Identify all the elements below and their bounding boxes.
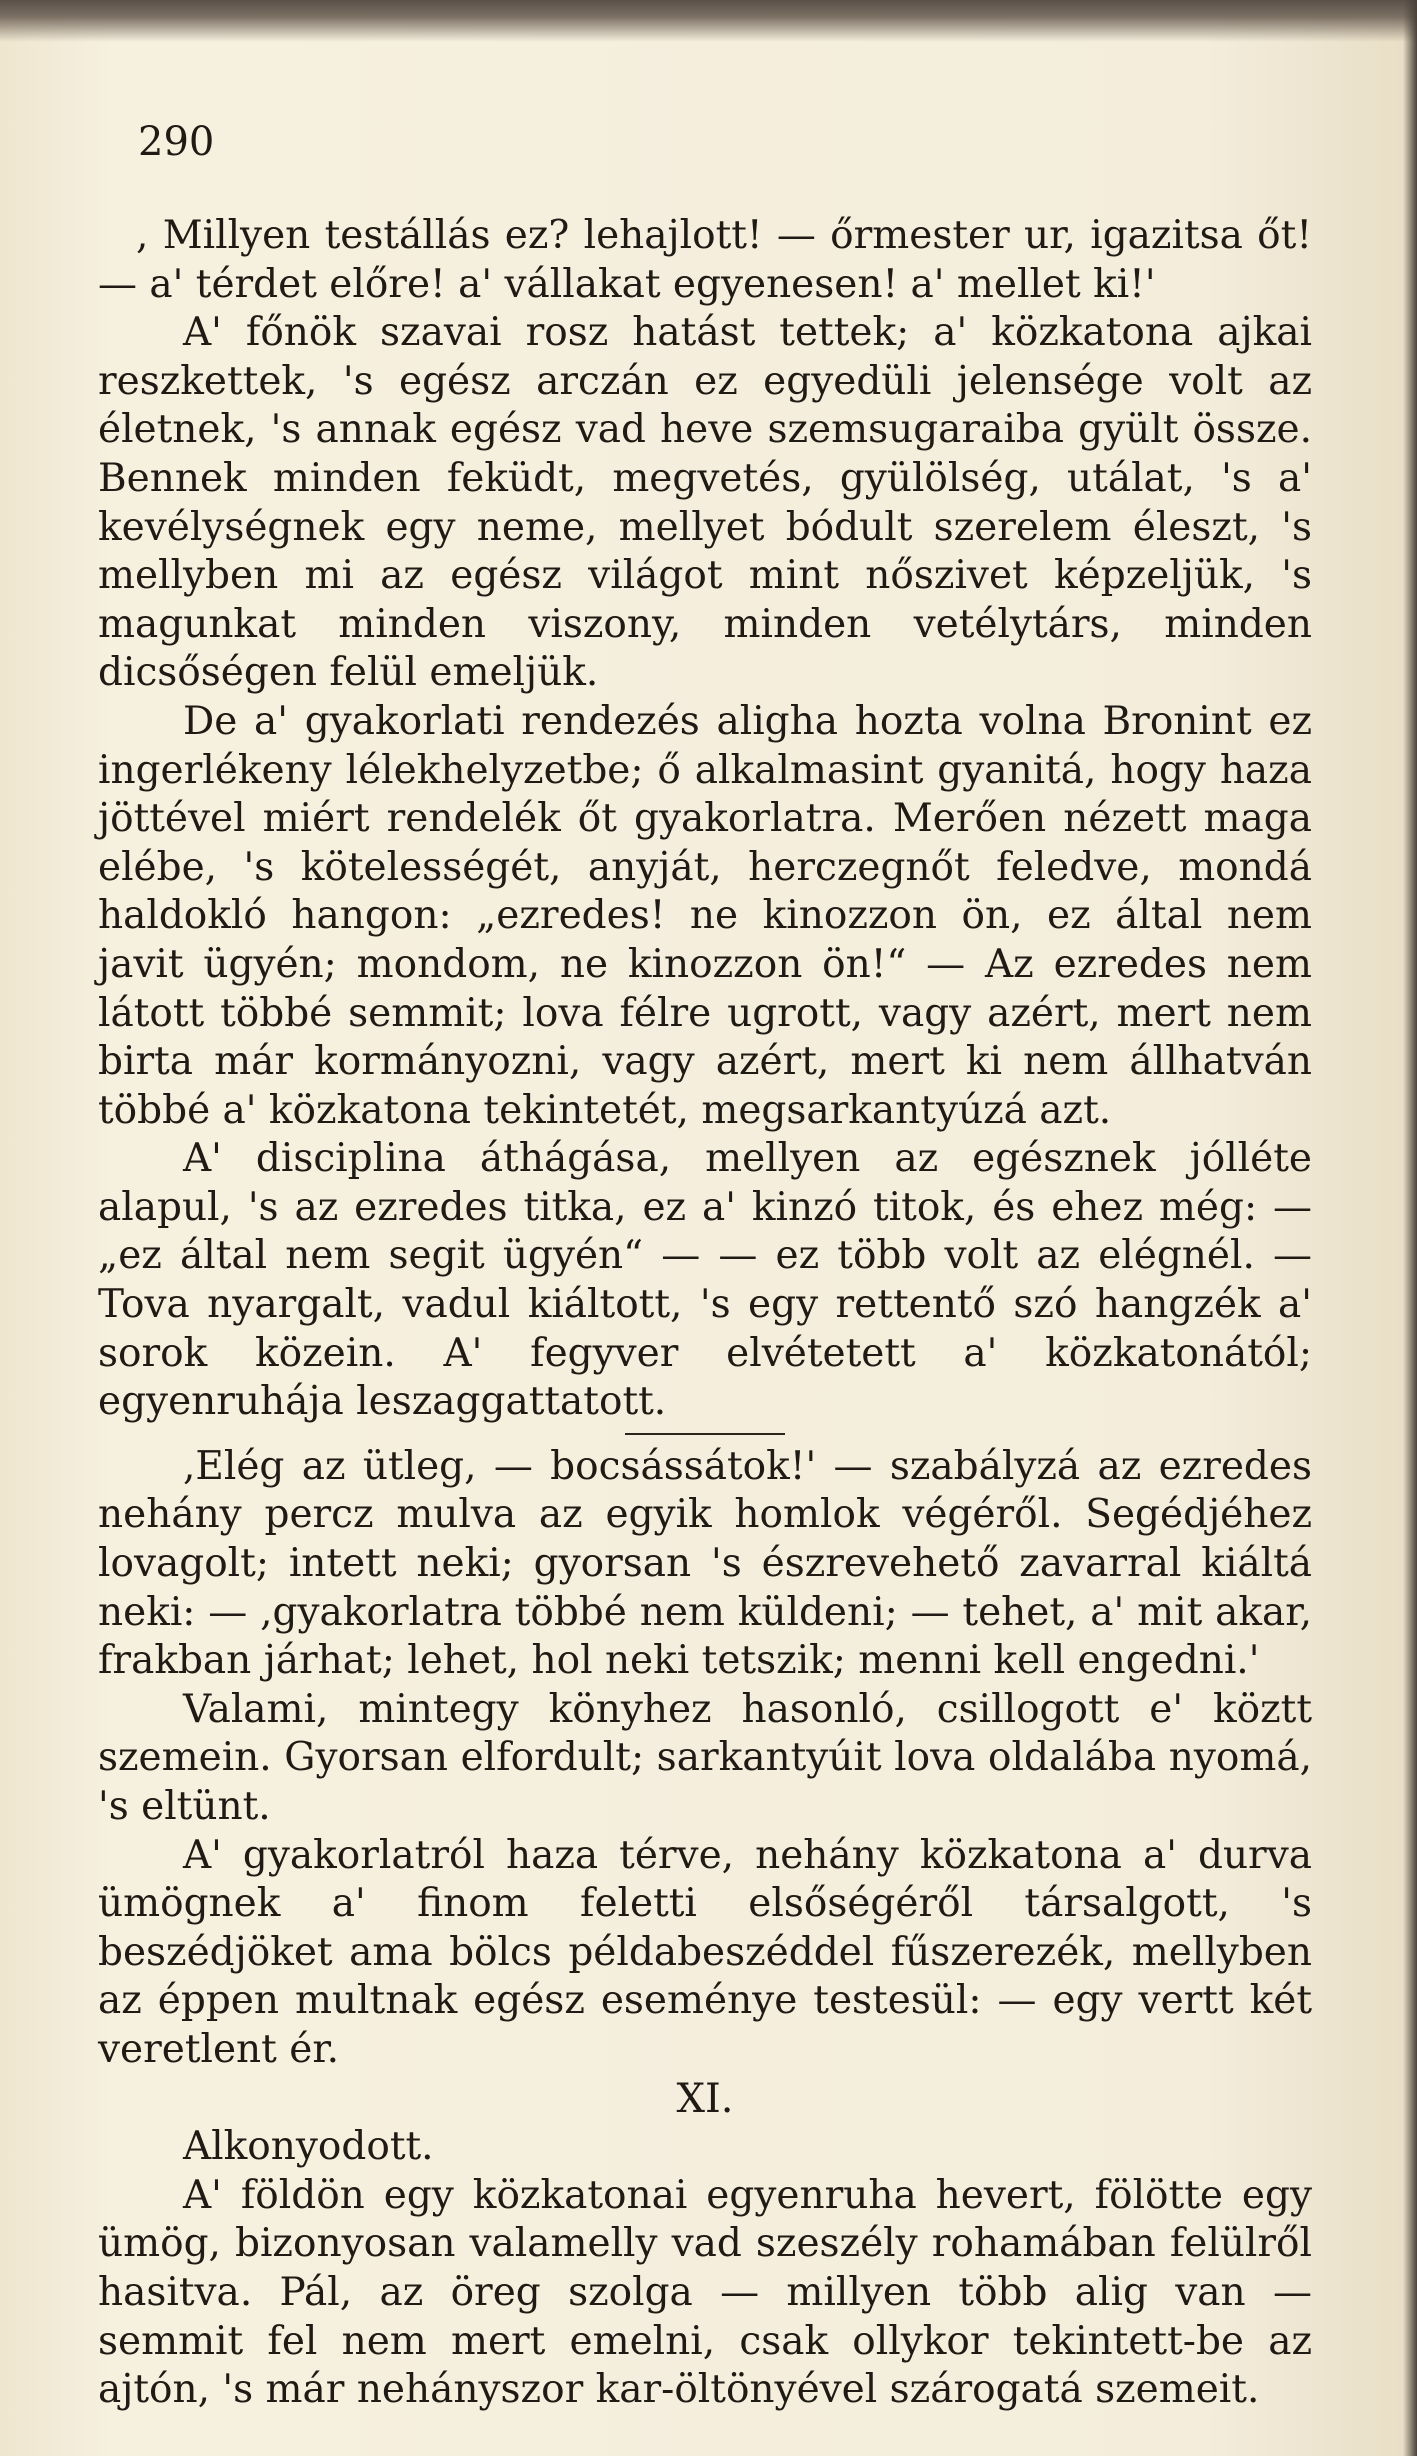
paragraph: A' gyakorlatról haza térve, nehány közkatona a' durva ümögnek a' finom feletti elsőségéről társalgott, 's beszédjöket ama bölcs példabeszéddel fűszerezék, mellyben az éppen multnak egész eseménye testesül: — egy vertt két veretlent ér. xyxy=(98,1832,1312,2072)
paragraph: ,Elég az ütleg, — bocsássátok!' — szabályzá az ezredes nehány percz mulva az egyik homlok végéről. Segédjéhez lovagolt; intett neki; gyorsan 's észrevehető zavarral kiáltá neki: — ,gyakorlatra többé nem küldeni; — tehet, a' mit akar, frakban járhat; lehet, hol neki tetszik; menni kell engedni.' xyxy=(98,1443,1312,1684)
text-body xyxy=(98,212,1312,2415)
section-divider xyxy=(625,1433,785,1435)
paragraph: A' főnök szavai rosz hatást tettek; a' közkatona ajkai reszkettek, 's egész arczán ez egyedüli jelensége volt az életnek, 's annak egész vad heve szemsugaraiba gyült össze. Bennek minden feküdt, megvetés, gyülölség, utálat, 's a' kevélységnek egy neme, mellyet bódult szerelem éleszt, 's mellyben mi az egész világot mint nőszivet képzeljük, 's magunkat minden viszony, minden vetélytárs, minden dicsőségen felül emeljük. xyxy=(98,310,1312,696)
paragraph: De a' gyakorlati rendezés aligha hozta volna Bronint ez ingerlékeny lélekhelyzetbe; ő alkalmasint gyanitá, hogy haza jöttével miért rendelék őt gyakorlatra. Merően nézett maga elébe, 's kötelességét, anyját, herczegnőt feledve, mondá haldokló hangon: „ezredes! ne kinozzon ön, ez által nem javit ügyén; mondom, ne kinozzon ön!“ — Az ezredes nem látott többé semmit; lova félre ugrott, vagy azért, mert nem birta már kormányozni, vagy azért, mert ki nem állhatván többé a' közkatona tekintetét, megsarkantyúzá azt. xyxy=(98,698,1312,1133)
scan-top-shadow xyxy=(0,0,1417,42)
scan-binding-edge xyxy=(1403,0,1417,2456)
chapter-heading: XI. xyxy=(676,2075,734,2122)
paragraph: A' földön egy közkatonai egyenruha hevert, fölötte egy ümög, bizonyosan valamelly vad szeszély rohamában felülről hasitva. Pál, az öreg szolga — millyen több alig van — semmit fel nem mert emelni, csak ollykor tekintett-be az ajtón, 's már nehányszor kar-öltönyével szárogatá szemeit. xyxy=(98,2172,1312,2413)
paragraph: A' disciplina áthágása, mellyen az egésznek jólléte alapul, 's az ezredes titka, ez a' kinzó titok, és ehez még: — „ez által nem segit ügyén“ — — ez több volt az elégnél. — Tova nyargalt, vadul kiáltott, 's egy rettentő szó hangzék a' sorok közein. A' fegyver elvétetett a' közkatonától; egyenruhája leszaggattatott. xyxy=(98,1136,1312,1425)
paragraph: , Millyen testállás ez? lehajlott! — őrmester ur, igazitsa őt! — a' térdet előre! a' vállakat egyenesen! a' mellet ki!' xyxy=(98,213,1312,307)
paragraph: Valami, mintegy könyhez hasonló, csillogott e' köztt szemein. Gyorsan elfordult; sarkantyúit lova oldalába nyomá, 's eltünt. xyxy=(98,1686,1312,1829)
paragraph: Alkonyodott. xyxy=(183,2124,434,2170)
page-number: 290 xyxy=(138,119,215,165)
